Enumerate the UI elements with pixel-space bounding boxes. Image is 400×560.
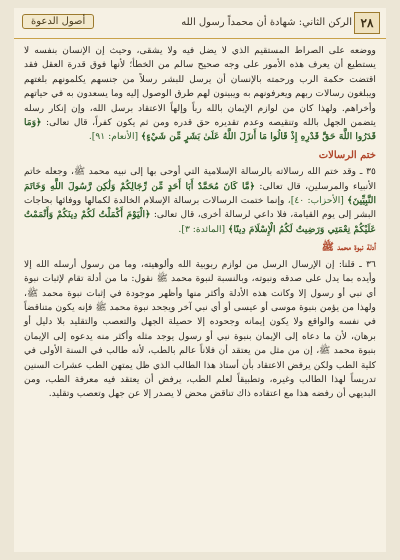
book-title: أصول الدعوة	[22, 14, 94, 29]
section-heading: ختم الرسالات	[318, 149, 376, 161]
quran-verse: ﴿الْيَوْمَ أَكْمَلْتُ لَكُمْ دِينَكُمْ وَأَتْمَمْتُ عَلَيْكُمْ نِعْمَتِي وَرَضِيتُ لَكُمُ الْإِسْلَامَ دِينًا﴾	[24, 209, 376, 235]
quran-verse: ﴿وَمَا قَدَرُوا اللَّهَ حَقَّ قَدْرِهِ إِذْ قَالُوا مَا أَنزَلَ اللَّهُ عَلَىٰ بَشَرٍ مِّن شَيْءٍ﴾	[24, 117, 376, 143]
paragraph	[24, 44, 376, 145]
section-heading: أدلة نبوة محمد ﷺ	[321, 242, 376, 254]
paragraph	[24, 258, 376, 402]
paragraph	[24, 165, 376, 237]
paragraph-text: ٣٥ ـ وقد ختم الله رسالاته بالرسالة الإسلامية التي أوحى بها إلى نبيه محمد ﷺ، وجعله خاتم الأنبياء والمرسلين، قال تعالى:	[24, 166, 377, 192]
page-body	[24, 44, 376, 546]
paragraph-text: وإنما ختمت الرسالات برسالة الإسلام الخالدة لكمالها ووفائها بحاجات البشر إلى يوم القيامة، فلا داعي لرسالة أخرى، قال تعالى:	[24, 195, 377, 221]
paragraph-text: ٣٦ ـ قلنا: إن الإرسال الرسل من لوازم ربوبية الله وألوهيته، وما من رسول أرسله الله إلا وأيده بما يدل على صدقه ونبوته، وبالنسبة لنبوة محمد ﷺ نقول: ما من أدلة تقام لإثبات نبوة أي نبي أو رسول إلا وكانت هذه الأدلة وأكثر منها وأظهر موجودة في إثبات نبوة محمد ﷺ، ولهذا من يؤمن بنبوة موسى أو عيسى أو أي نبي آخر ويجحد نبوة محمد ﷺ فإنه يكون متناقضاً في نفسه والواقع ولا يكون إيمانه وجحوده إلا حصيلة الجهل والتعصب والتقليد بلا دليل أو برهان، لأن ما دعاه إلى الإيمان بنبوة نبي أو رسول يوجد مثله وأكثر منه يدعوه إلى الإيمان بنبوة محمد ﷺ، إن من مثل من يعتقد أن فلاناً عالم بالطب، لأنه طالب في السنة الأولى في كلية الطب ولكن يرفض الاعتقاد بأن أستاذ هذا الطالب الذي ظل يمتهن الطب عشرات السنين تدريساً لهذا الطالب وغيره، وتطبيقاً لعلم الطب، يرفض أن يعتقد فيه معرفة الطب، ومن البديهي أن رفضه هذا مع اعتقاده ذاك تناقض محض لا يصدر إلا عن جهل وتعصب وتقليد.	[24, 258, 376, 400]
paragraph-text: ووضعه على الصراط المستقيم الذي لا يضل فيه ولا يشقى، وحيث إن الإنسان بنفسه لا يستطيع أن يعرف هذه الأمور على وجه صحيح سالم من الخطأ؛ لأنها فوق قدرة العقل فقد اقتضت حكمة الرب ورحمته بالإنسان أن يرسل للبشر رسلاً من جنسهم يكلمونهم بلغتهم ويبلغون رسالات ربهم ويعرفونهم به ويبينون لهم طرق الوصول إليه وما يسعدون به في حياتهم وأخراهم. ولهذا كان من لوازم الإيمان بالله رباً وإلهاً الاعتقاد برسل الله، وإن إنكار رسله يتضمن الجهل بالله وتنقيصه وعدم تقديره حق قدره ومن ثم يكون كفراً، قال تعالى:	[24, 45, 376, 129]
verse-reference: [المائدة: ٣].	[178, 223, 226, 235]
page-header	[14, 8, 386, 39]
chapter-title: الركن الثاني: شهادة أن محمداً رسول الله	[181, 17, 352, 28]
quran-verse: ﴿مَّا كَانَ مُحَمَّدٌ أَبَا أَحَدٍ مِّن رِّجَالِكُمْ وَلَٰكِن رَّسُولَ اللَّهِ وَخَاتَمَ النَّبِيِّينَ﴾	[24, 180, 377, 207]
verse-reference: [الأحزاب: ٤٠]،	[287, 195, 344, 207]
book-page	[14, 8, 386, 552]
page-number: ٢٨	[354, 12, 380, 34]
verse-reference: [الأنعام: ٩١].	[88, 131, 139, 143]
